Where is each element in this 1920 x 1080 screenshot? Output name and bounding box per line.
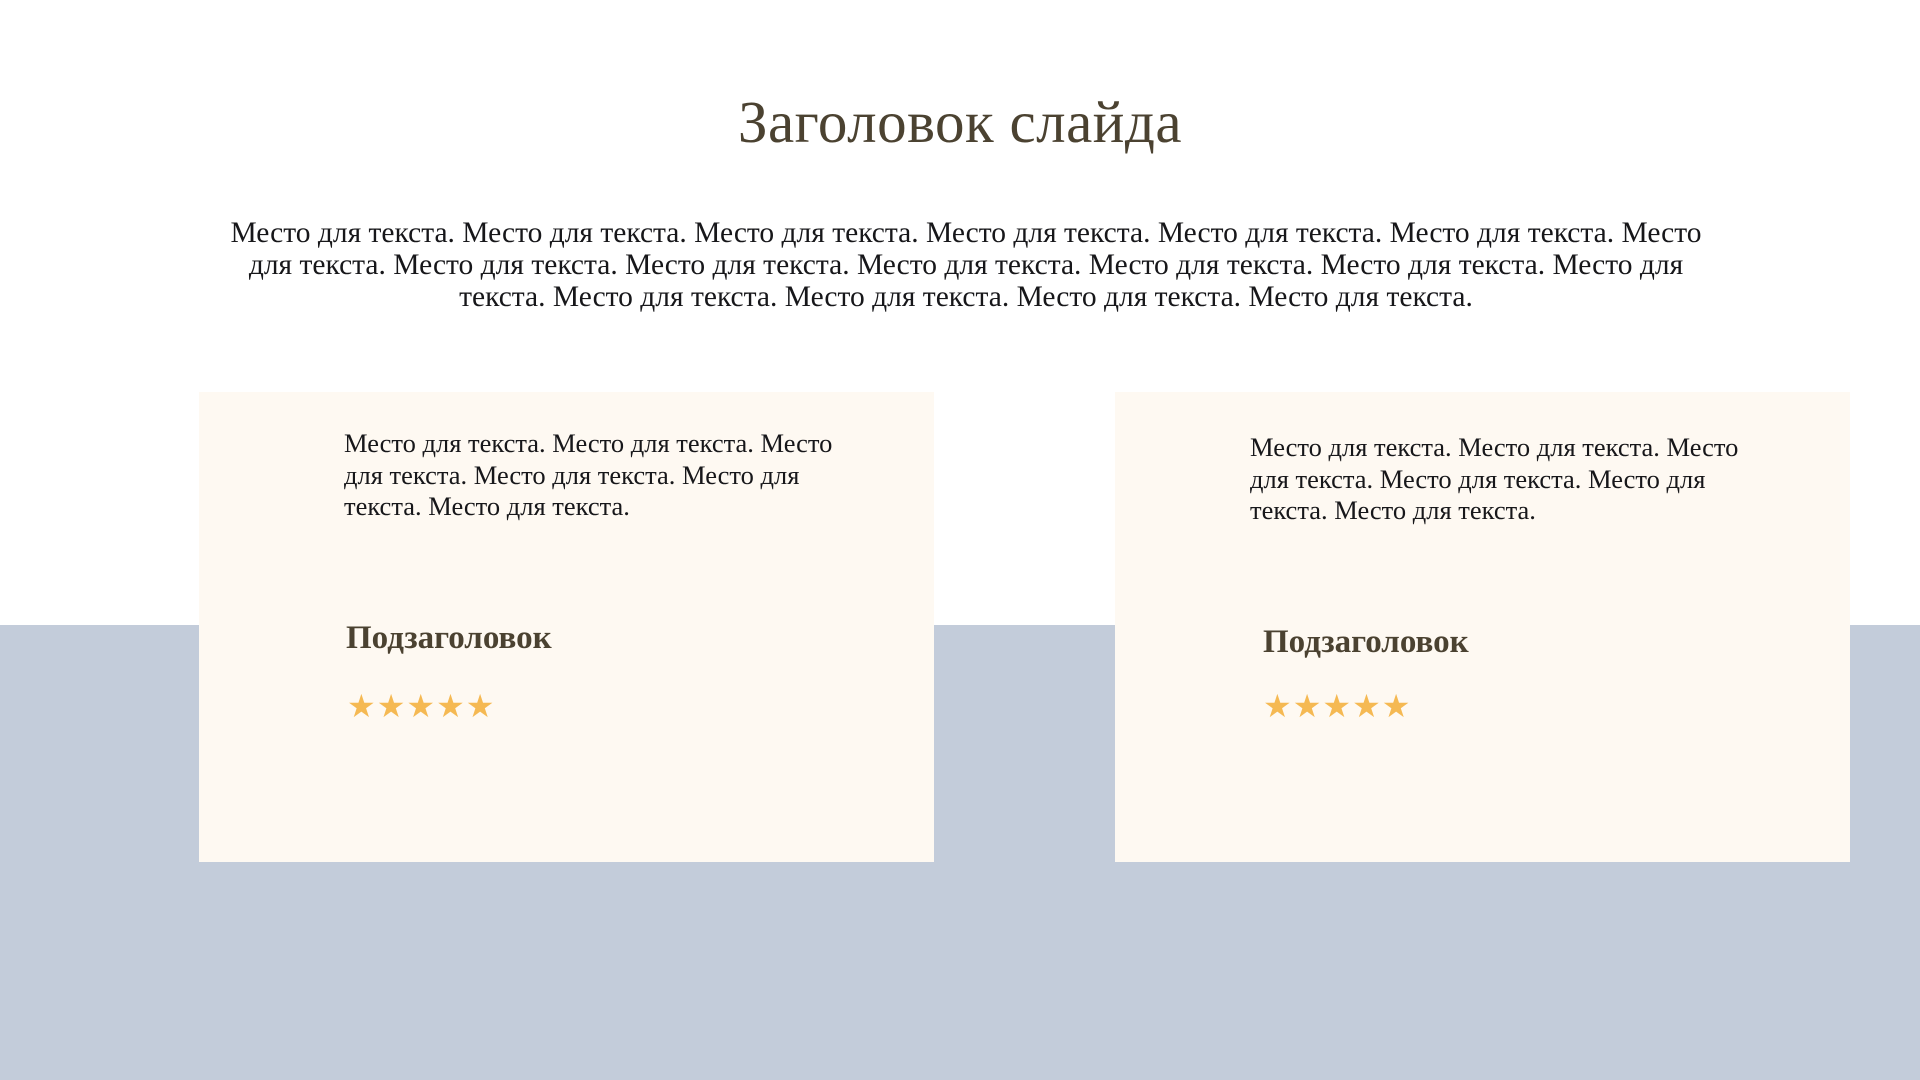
- card-left-subtitle: Подзаголовок: [346, 620, 552, 656]
- card-left-rating-stars: ★★★★★: [347, 687, 496, 725]
- card-right-body: Место для текста. Место для текста. Место для текста. Место для текста. Место для текста. Место для текста.: [1250, 432, 1739, 526]
- card-left-body: Место для текста. Место для текста. Место для текста. Место для текста. Место для текста. Место для текста.: [344, 428, 833, 522]
- card-right-subtitle: Подзаголовок: [1263, 624, 1469, 660]
- page-title: Заголовок слайда: [737, 89, 1183, 155]
- card-right-rating-stars: ★★★★★: [1263, 687, 1412, 725]
- intro-paragraph: Место для текста. Место для текста. Место для текста. Место для текста. Место для текста. Место для текста. Место для текста. Место для текста. Место для текста. Место для текста. Место для текста. Место для текста. Место для текста. Место для текста. Место для текста. Место для текста. Место для текста.: [230, 217, 1702, 313]
- card-right: [1115, 392, 1850, 862]
- card-left: [199, 392, 934, 862]
